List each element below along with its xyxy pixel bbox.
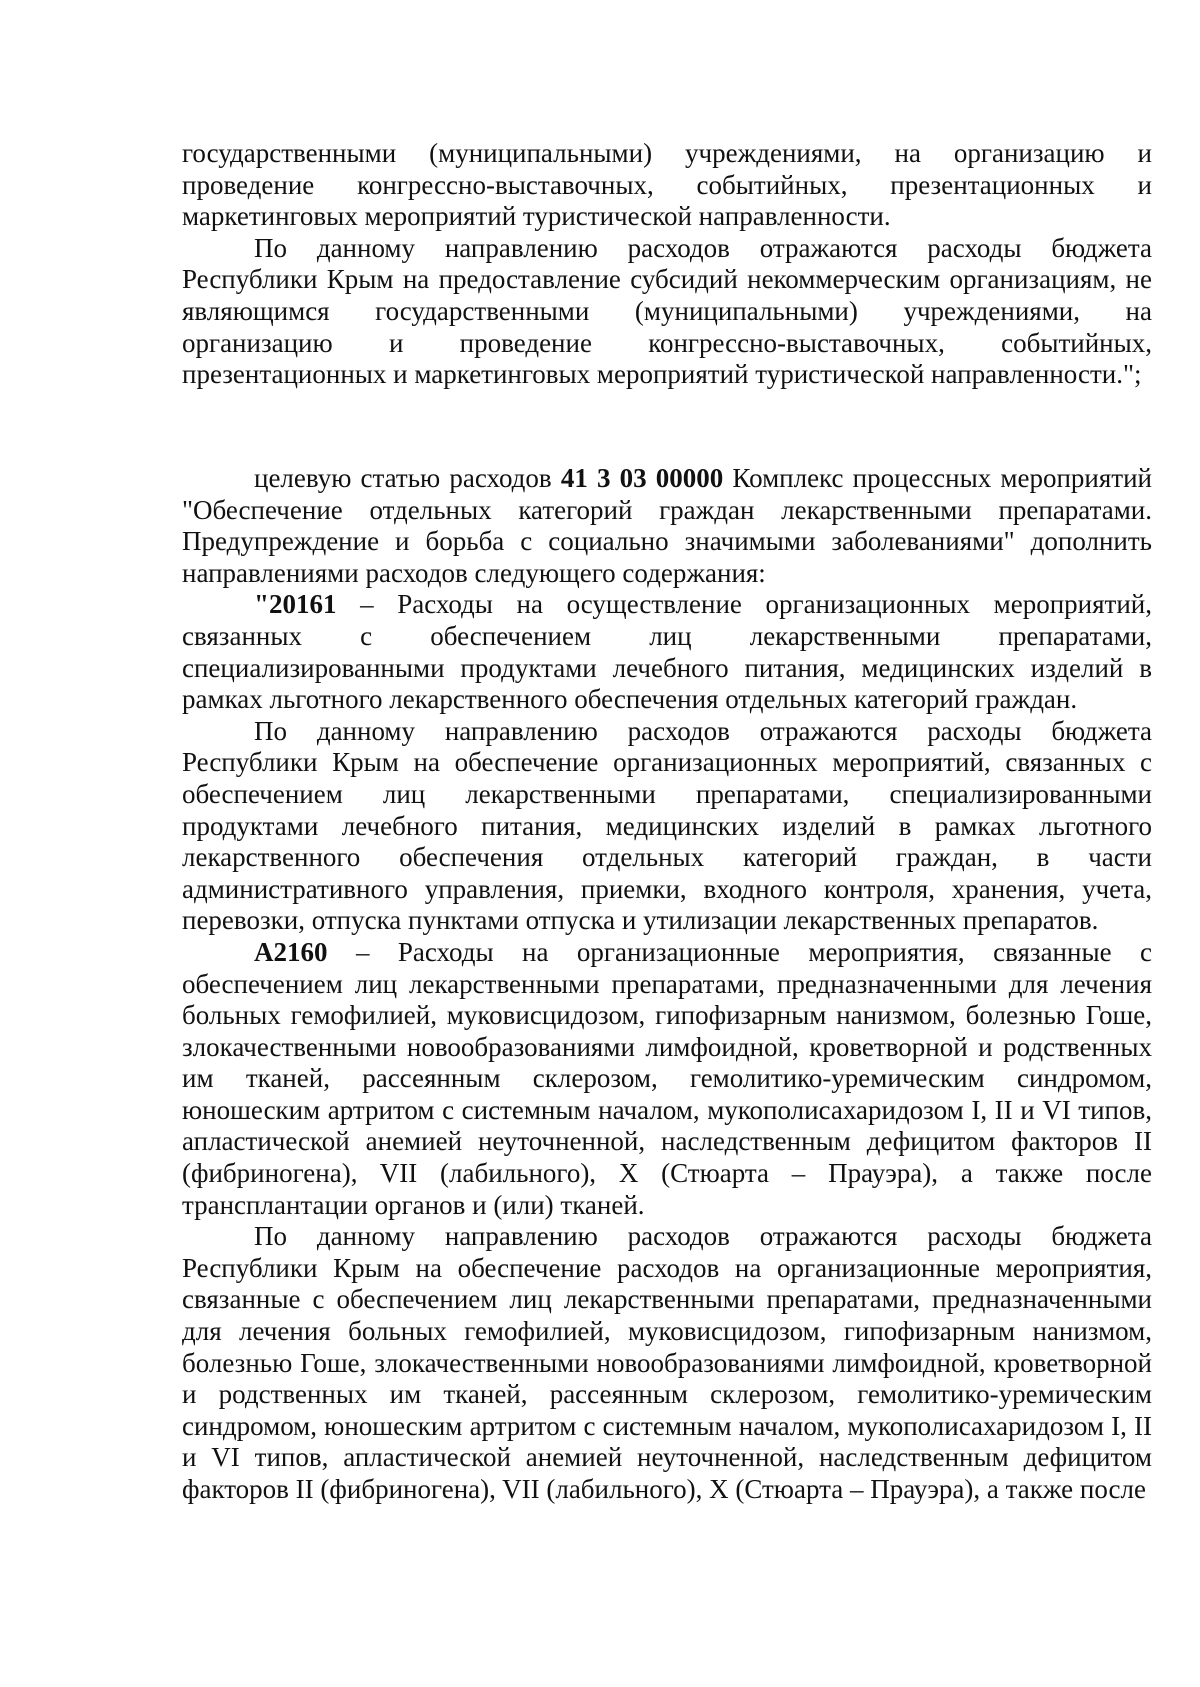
paragraph-target-article bbox=[182, 463, 1152, 589]
target-article-code: 41 3 03 00000 bbox=[560, 463, 724, 493]
paragraph-item-a2160-description: По данному направлению расходов отражаются расходы бюджета Республики Крым на обеспечение расходов на организационные мероприятия, связанные с обеспечением лиц лекарственными препаратами, предназначенными для лечения больных гемофилией, муковисцидозом, гипофизарным нанизмом, болезнью Гоше, злокачественными новообразованиями лимфоидной, кроветворной и родственных им тканей, рассеянным склерозом, гемолитико-уремическим синдромом, юношеским артритом с системным началом, мукополисахаридозом I, II и VI типов, апластической анемией неуточненной, наследственным дефицитом факторов II (фибриногена), VII (лабильного), X (Стюарта – Прауэра), а также после bbox=[182, 1221, 1152, 1504]
expense-code-a2160: А2160 bbox=[254, 936, 328, 967]
intro-suffix: Комплекс процессных мероприятий "Обеспечение отдельных категорий граждан лекарственными препаратами. Предупреждение и борьба с социально значимыми заболеваниями" дополнить направлениями расходов следующего содержания: bbox=[182, 463, 1152, 588]
paragraph-continuation: государственными (муниципальными) учреждениями, на организацию и проведение конгрессно-выставочных, событийных, презентационных и маркетинговых мероприятий туристической направленности. bbox=[182, 138, 1152, 232]
paragraph-item-20161 bbox=[182, 589, 1152, 715]
paragraph-item-a2160 bbox=[182, 937, 1152, 1221]
paragraph-item-20161-description: По данному направлению расходов отражаются расходы бюджета Республики Крым на обеспечение организационных мероприятий, связанных с обеспечением лиц лекарственными препаратами, специализированными продуктами лечебного питания, медицинских изделий в рамках льготного лекарственного обеспечения отдельных категорий граждан, в части административного управления, приемки, входного контроля, хранения, учета, перевозки, отпуска пунктами отпуска и утилизации лекарственных препаратов. bbox=[182, 715, 1152, 936]
text-block-continuation bbox=[182, 138, 1152, 391]
expense-text-a2160: – Расходы на организационные мероприятия, связанные с обеспечением лиц лекарственными препаратами, предназначенными для лечения больных гемофилией, муковисцидозом, гипофизарным нанизмом, болезнью Гоше, злокачественными новообразованиями лимфоидной, кроветворной и родственных им тканей, рассеянным склерозом, гемолитико-уремическим синдромом, юношеским артритом с системным началом, мукополисахаридозом I, II и VI типов, апластической анемией неуточненной, наследственным дефицитом факторов II (фибриногена), VII (лабильного), X (Стюарта – Прауэра), а также после трансплантации органов и (или) тканей. bbox=[182, 936, 1152, 1220]
text-block-amendment bbox=[182, 463, 1152, 1506]
expense-code-20161: "20161 bbox=[254, 589, 337, 620]
intro-prefix: целевую статью расходов bbox=[254, 463, 561, 493]
paragraph-subsidy-description: По данному направлению расходов отражаются расходы бюджета Республики Крым на предоставление субсидий некоммерческим организациям, не являющимся государственными (муниципальными) учреждениями, на организацию и проведение конгрессно-выставочных, событийных, презентационных и маркетинговых мероприятий туристической направленности."; bbox=[182, 232, 1152, 390]
expense-text-20161: – Расходы на осуществление организационных мероприятий, связанных с обеспечением лиц лекарственными препаратами, специализированными продуктами лечебного питания, медицинских изделий в рамках льготного лекарственного обеспечения отдельных категорий граждан. bbox=[182, 589, 1152, 715]
